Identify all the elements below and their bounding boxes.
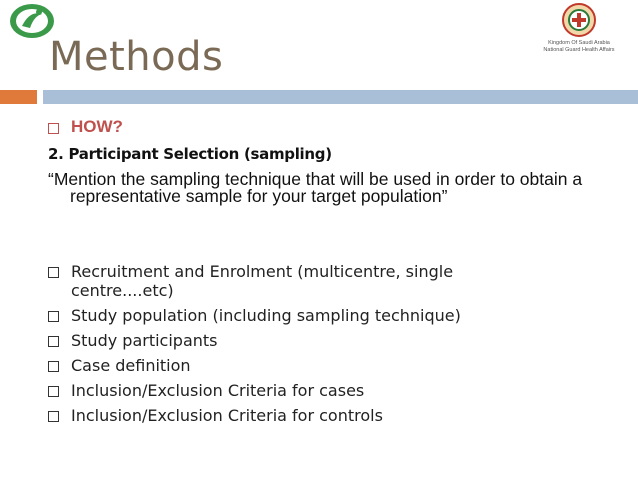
list-item-text: Inclusion/Exclusion Criteria for controls — [71, 406, 383, 425]
how-label: HOW? — [71, 117, 123, 136]
list-item — [48, 406, 608, 425]
list-item-text: Inclusion/Exclusion Criteria for cases — [71, 381, 365, 400]
checkbox-bullet-icon — [48, 311, 59, 322]
checkbox-bullet-icon — [48, 361, 59, 372]
checkbox-bullet-icon — [48, 411, 59, 422]
logo-caption-line1: Kingdom Of Saudi Arabia — [548, 40, 610, 46]
accent-bar-blue — [43, 90, 638, 104]
list-item-text: Study population (including sampling technique) — [71, 306, 461, 325]
list-item-text: Recruitment and Enrolment (multicentre, single centre....etc) — [71, 262, 454, 300]
list-item — [48, 331, 608, 350]
bullet-list — [48, 262, 608, 431]
slide-title: Methods — [49, 34, 224, 80]
checkbox-bullet-icon — [48, 267, 59, 278]
quote-text: “Mention the sampling technique that will be used in order to obtain a representative sample for your target population” — [48, 169, 583, 206]
checkbox-bullet-icon — [48, 386, 59, 397]
list-item-text: Study participants — [71, 331, 218, 350]
ngha-emblem-icon — [536, 2, 622, 40]
list-item-text: Case definition — [71, 356, 191, 375]
subheading: 2. Participant Selection (sampling) — [48, 145, 332, 163]
how-bullet — [48, 117, 123, 137]
right-logo — [536, 2, 622, 62]
list-item — [48, 381, 608, 400]
logo-caption-line2: National Guard Health Affairs — [543, 46, 615, 53]
checkbox-bullet-icon — [48, 336, 59, 347]
list-item — [48, 356, 608, 375]
accent-bar-orange — [0, 90, 37, 104]
checkbox-bullet-icon — [48, 123, 59, 134]
list-item — [48, 262, 608, 300]
list-item — [48, 306, 608, 325]
